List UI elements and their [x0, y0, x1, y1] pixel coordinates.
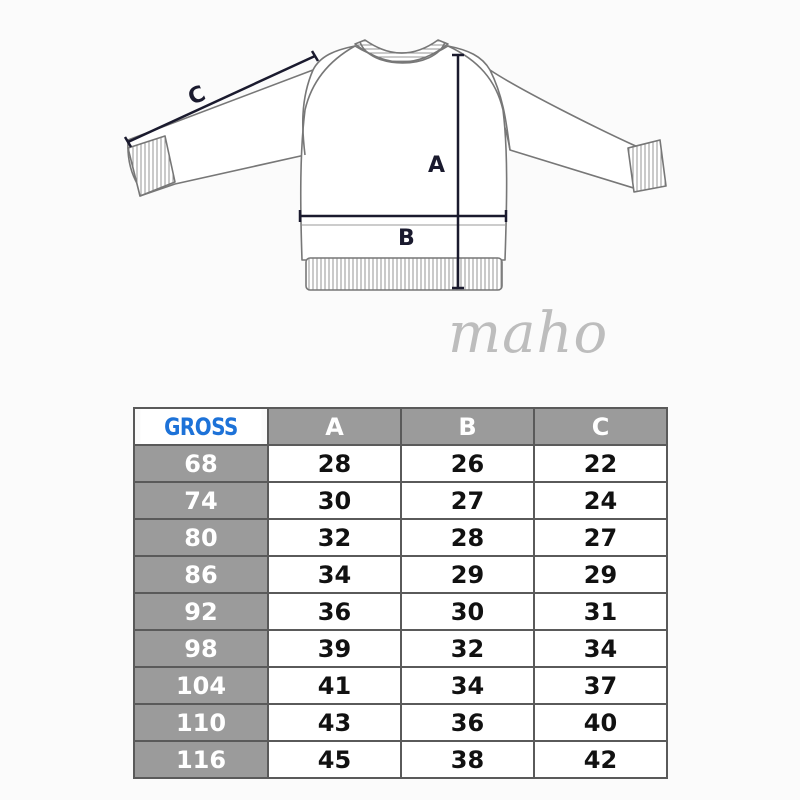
- table-body: [134, 445, 667, 778]
- measurement-cell-b: 38: [401, 741, 534, 778]
- table-header-row: [134, 408, 667, 445]
- measurement-cell-c: 24: [534, 482, 667, 519]
- measurement-cell-b: 26: [401, 445, 534, 482]
- column-header-a: A: [268, 408, 401, 445]
- column-header-b: B: [401, 408, 534, 445]
- measurement-cell-a: 41: [268, 667, 401, 704]
- size-cell: 104: [134, 667, 268, 704]
- measurement-cell-c: 37: [534, 667, 667, 704]
- brand-logo: maho: [448, 301, 609, 366]
- size-column-header: GROSS: [139, 408, 262, 445]
- measurement-cell-a: 45: [268, 741, 401, 778]
- measurement-cell-c: 40: [534, 704, 667, 741]
- size-table: [133, 407, 668, 779]
- size-cell: 86: [134, 556, 268, 593]
- measurement-cell-b: 30: [401, 593, 534, 630]
- table-row: [134, 741, 667, 778]
- right-cuff: [628, 140, 666, 192]
- table-row: [134, 630, 667, 667]
- measurement-cell-c: 27: [534, 519, 667, 556]
- measurement-cell-b: 28: [401, 519, 534, 556]
- measurement-cell-a: 28: [268, 445, 401, 482]
- measurement-cell-c: 29: [534, 556, 667, 593]
- table-row: [134, 519, 667, 556]
- column-header-c: C: [534, 408, 667, 445]
- measurement-cell-a: 30: [268, 482, 401, 519]
- measurement-cell-b: 36: [401, 704, 534, 741]
- measurement-cell-c: 31: [534, 593, 667, 630]
- measurement-cell-a: 39: [268, 630, 401, 667]
- sweater-illustration: [0, 0, 800, 390]
- size-cell: 98: [134, 630, 268, 667]
- measurement-cell-a: 32: [268, 519, 401, 556]
- sweater-outline: [128, 40, 666, 290]
- table-row: [134, 556, 667, 593]
- size-cell: 80: [134, 519, 268, 556]
- size-cell: 68: [134, 445, 268, 482]
- label-c: C: [184, 81, 210, 111]
- measurement-cell-a: 36: [268, 593, 401, 630]
- size-cell: 110: [134, 704, 268, 741]
- measurement-cell-c: 42: [534, 741, 667, 778]
- table-row: [134, 445, 667, 482]
- table-row: [134, 482, 667, 519]
- measurement-cell-b: 29: [401, 556, 534, 593]
- measurement-cell-c: 22: [534, 445, 667, 482]
- measurement-cell-b: 27: [401, 482, 534, 519]
- size-cell: 74: [134, 482, 268, 519]
- label-b: B: [398, 226, 415, 251]
- size-cell: 92: [134, 593, 268, 630]
- size-cell: 116: [134, 741, 268, 778]
- measurement-cell-c: 34: [534, 630, 667, 667]
- table-row: [134, 667, 667, 704]
- waist-band: [306, 258, 502, 290]
- table-row: [134, 593, 667, 630]
- label-a: A: [428, 153, 446, 178]
- measurement-cell-b: 32: [401, 630, 534, 667]
- table-row: [134, 704, 667, 741]
- measurement-cell-a: 43: [268, 704, 401, 741]
- measurement-cell-a: 34: [268, 556, 401, 593]
- measurement-cell-b: 34: [401, 667, 534, 704]
